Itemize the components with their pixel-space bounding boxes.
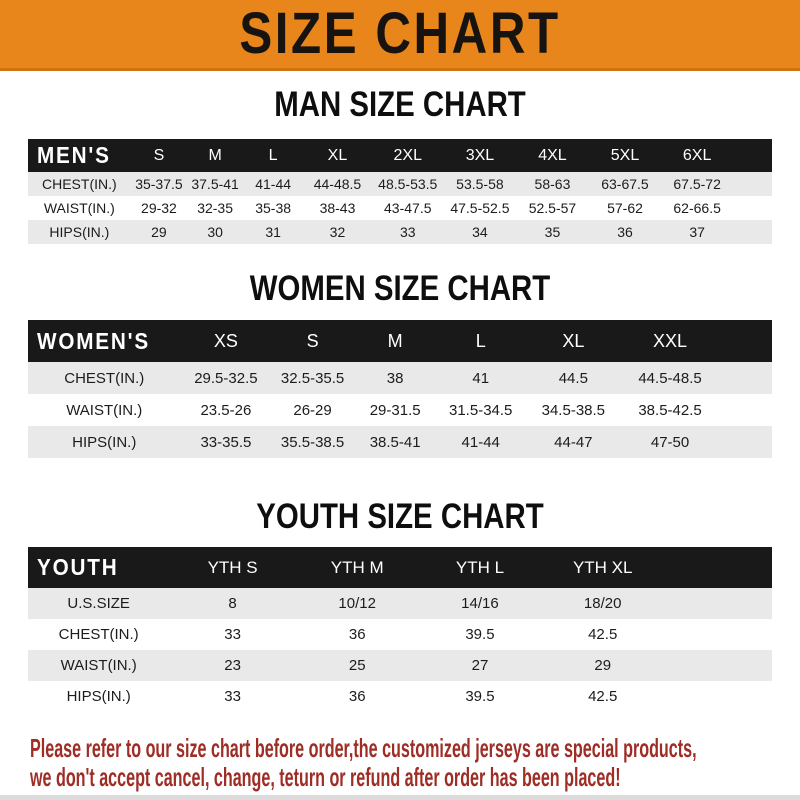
size-value: 31.5-34.5 [449,401,513,419]
size-value: 29.5-32.5 [194,369,258,387]
notice-line-1: Please refer to our size chart before order,the customized jerseys are special products, [30,733,697,763]
table-title-label: WOMEN'S [37,327,150,354]
women-size-table [0,320,800,458]
size-value: 35.5-38.5 [280,433,345,451]
size-value: 33 [399,224,416,240]
size-value: 37.5-41 [191,176,239,192]
size-value: 18/20 [583,595,622,612]
size-value: 33 [224,626,241,643]
column-header: 5XL [610,146,640,164]
size-value: 29 [594,657,612,674]
row-label: CHEST(IN.) [64,369,145,387]
size-row [28,619,772,650]
column-header: XL [562,330,585,351]
row-label: CHEST(IN.) [58,626,139,643]
size-row [28,650,772,681]
table-header-row [28,320,772,362]
size-value: 25 [348,657,366,674]
row-label: HIPS(IN.) [72,433,137,451]
row-label: WAIST(IN.) [60,657,137,674]
size-value: 58-63 [534,176,571,192]
size-value: 41-44 [461,433,500,451]
size-value: 35-38 [255,200,292,216]
size-value: 57-62 [607,200,643,216]
cell-filler [733,220,772,244]
column-header: S [153,146,165,164]
size-value: 38.5-42.5 [638,401,702,419]
header-filler [733,139,772,172]
size-value: 31 [265,224,281,240]
size-value: 23.5-26 [200,401,252,419]
size-value: 29-31.5 [369,401,421,419]
order-notice [0,734,800,792]
size-value: 26-29 [293,401,332,419]
table-title [28,547,169,588]
size-row [28,588,772,619]
size-value: 42.5 [588,688,618,705]
man-size-chart-section [0,87,800,244]
column-header: YTH S [207,557,258,577]
cell-filler [664,650,772,681]
size-value: 52.5-57 [528,200,577,216]
column-header: XXL [653,330,688,351]
row-label: WAIST(IN.) [66,401,143,419]
size-row [28,220,772,244]
size-value: 8 [228,595,237,612]
column-header: 4XL [538,146,567,164]
size-value: 23 [224,657,241,674]
bottom-strip [0,795,800,800]
women-size-chart-section [0,271,800,458]
youth-size-chart-section [0,499,800,712]
column-header: L [268,146,278,164]
size-value: 14/16 [461,595,499,612]
header-filler [664,547,772,588]
size-row [28,394,772,426]
table-title-label: YOUTH [37,554,119,580]
size-value: 32-35 [197,200,233,216]
banner [0,0,800,71]
column-header: 6XL [682,146,712,164]
size-value: 37 [689,224,705,240]
column-header: YTH L [455,557,505,577]
youth-size-table [0,547,800,712]
size-value: 39.5 [465,626,495,643]
table-header-row [28,139,772,172]
size-value: 10/12 [338,595,376,612]
size-table [28,547,772,712]
size-value: 44.5 [558,369,588,387]
size-value: 33 [224,688,241,705]
size-table [28,139,772,244]
row-label: HIPS(IN.) [66,688,131,705]
size-value: 43-47.5 [384,200,432,216]
size-value: 63-67.5 [601,176,649,192]
size-value: 42.5 [588,626,618,643]
size-value: 44.5-48.5 [638,369,702,387]
size-row [28,196,772,220]
size-value: 44-47 [554,433,593,451]
cell-filler [664,619,772,650]
size-value: 36 [348,626,366,643]
cell-filler [718,426,772,458]
column-header: YTH M [330,557,384,577]
row-label: U.S.SIZE [67,595,130,612]
column-header: 2XL [393,146,422,164]
size-value: 38-43 [319,200,356,216]
size-value: 62-66.5 [673,200,721,216]
size-value: 41-44 [255,176,292,192]
table-title-label: MEN'S [37,142,111,168]
size-value: 41 [472,369,490,387]
size-row [28,362,772,394]
size-value: 44-48.5 [313,176,362,192]
notice-line-2: we don't accept cancel, change, teturn or refund after order has been placed! [30,762,621,792]
size-row [28,426,772,458]
size-value: 34 [472,224,488,240]
size-row [28,681,772,712]
cell-filler [718,394,772,426]
table-title [28,320,181,362]
man-size-table [0,139,800,244]
size-value: 33-35.5 [200,433,252,451]
column-header: XL [327,146,348,164]
youth-section-heading: YOUTH SIZE CHART [256,497,544,536]
size-value: 32.5-35.5 [280,369,345,387]
size-value: 35-37.5 [135,176,183,192]
cell-filler [733,196,772,220]
table-header-row [28,547,772,588]
cell-filler [664,681,772,712]
size-value: 29 [151,224,167,240]
column-header: M [208,146,222,164]
row-label: CHEST(IN.) [42,176,117,192]
size-value: 38 [386,369,404,387]
row-label: WAIST(IN.) [43,200,115,216]
table-title [28,139,131,172]
size-value: 35 [544,224,561,240]
column-header: 3XL [465,146,495,164]
page-title: SIZE CHART [239,1,561,66]
column-header: S [306,330,319,351]
column-header: XS [213,330,238,351]
cell-filler [718,362,772,394]
size-value: 67.5-72 [673,176,721,192]
size-value: 32 [329,224,346,240]
size-value: 30 [207,224,223,240]
cell-filler [664,588,772,619]
size-value: 34.5-38.5 [541,401,606,419]
size-value: 47.5-52.5 [450,200,510,216]
women-section-heading: WOMEN SIZE CHART [249,269,551,308]
size-value: 53.5-58 [456,176,504,192]
size-value: 47-50 [650,433,690,451]
size-table [28,320,772,458]
column-header: M [387,330,403,351]
size-value: 27 [471,657,489,674]
size-value: 29-32 [141,200,177,216]
size-value: 38.5-41 [369,433,421,451]
size-value: 39.5 [465,688,495,705]
cell-filler [733,172,772,196]
size-row [28,172,772,196]
header-filler [718,320,772,362]
column-header: L [475,330,486,351]
row-label: HIPS(IN.) [49,224,110,240]
size-value: 36 [348,688,366,705]
man-section-heading: MAN SIZE CHART [274,85,526,124]
size-value: 48.5-53.5 [378,176,438,192]
column-header: YTH XL [572,557,633,577]
size-value: 36 [617,224,633,240]
